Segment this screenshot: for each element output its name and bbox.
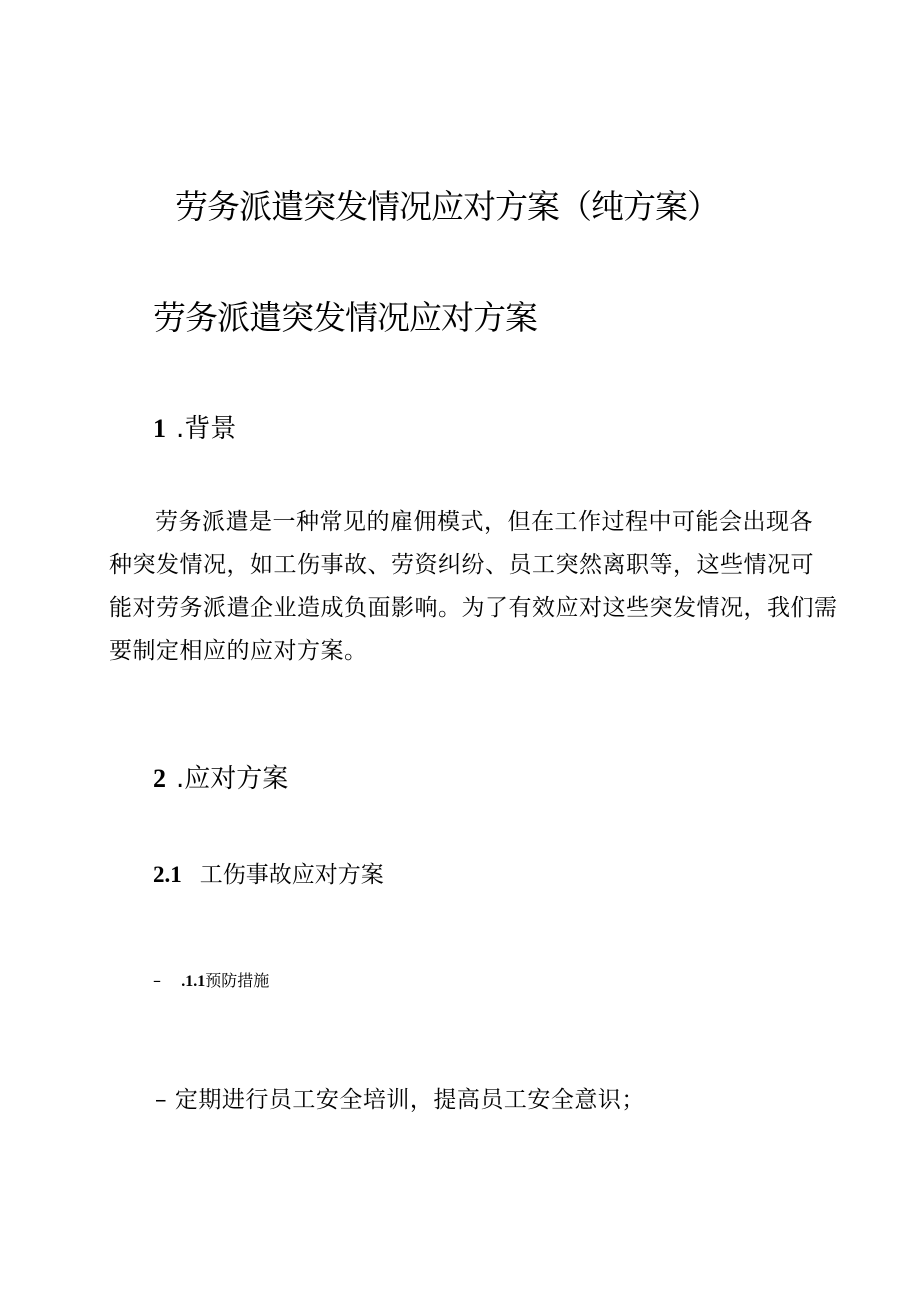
section-heading-response-plan bbox=[153, 758, 288, 795]
background-paragraph bbox=[109, 501, 838, 673]
section-number: 2 bbox=[153, 764, 166, 793]
document-title: 劳务派遣突发情况应对方案（纯方案） bbox=[175, 187, 719, 226]
document-subtitle: 劳务派遣突发情况应对方案 bbox=[153, 298, 537, 337]
section-heading-background bbox=[153, 408, 236, 445]
subsection-number: 2.1 bbox=[153, 862, 182, 887]
paragraph-line: 种突发情况，如工伤事故、劳资纠纷、员工突然离职等，这些情况可 bbox=[109, 552, 814, 578]
paragraph-line: 要制定相应的应对方案。 bbox=[109, 638, 368, 664]
paragraph-line: 能对劳务派遣企业造成负面影响。为了有效应对这些突发情况，我们需 bbox=[109, 595, 838, 621]
section-label: .背景 bbox=[176, 414, 237, 444]
subsection-heading-injury bbox=[153, 856, 384, 889]
subsubsection-number: .1.1 bbox=[181, 973, 206, 990]
section-label: .应对方案 bbox=[176, 764, 289, 794]
list-item-text: 定期进行员工安全培训，提高员工安全意识； bbox=[174, 1087, 645, 1113]
subsubsection-label: 预防措施 bbox=[205, 971, 270, 990]
subsubsection-heading-prevention bbox=[153, 968, 269, 991]
list-dash: – bbox=[153, 971, 161, 990]
subsection-label: 工伤事故应对方案 bbox=[199, 862, 384, 888]
list-dash: – bbox=[155, 1087, 167, 1113]
paragraph-line: 劳务派遣是一种常见的雇佣模式，但在工作过程中可能会出现各 bbox=[155, 509, 813, 535]
list-item bbox=[155, 1081, 645, 1114]
section-number: 1 bbox=[153, 414, 166, 443]
